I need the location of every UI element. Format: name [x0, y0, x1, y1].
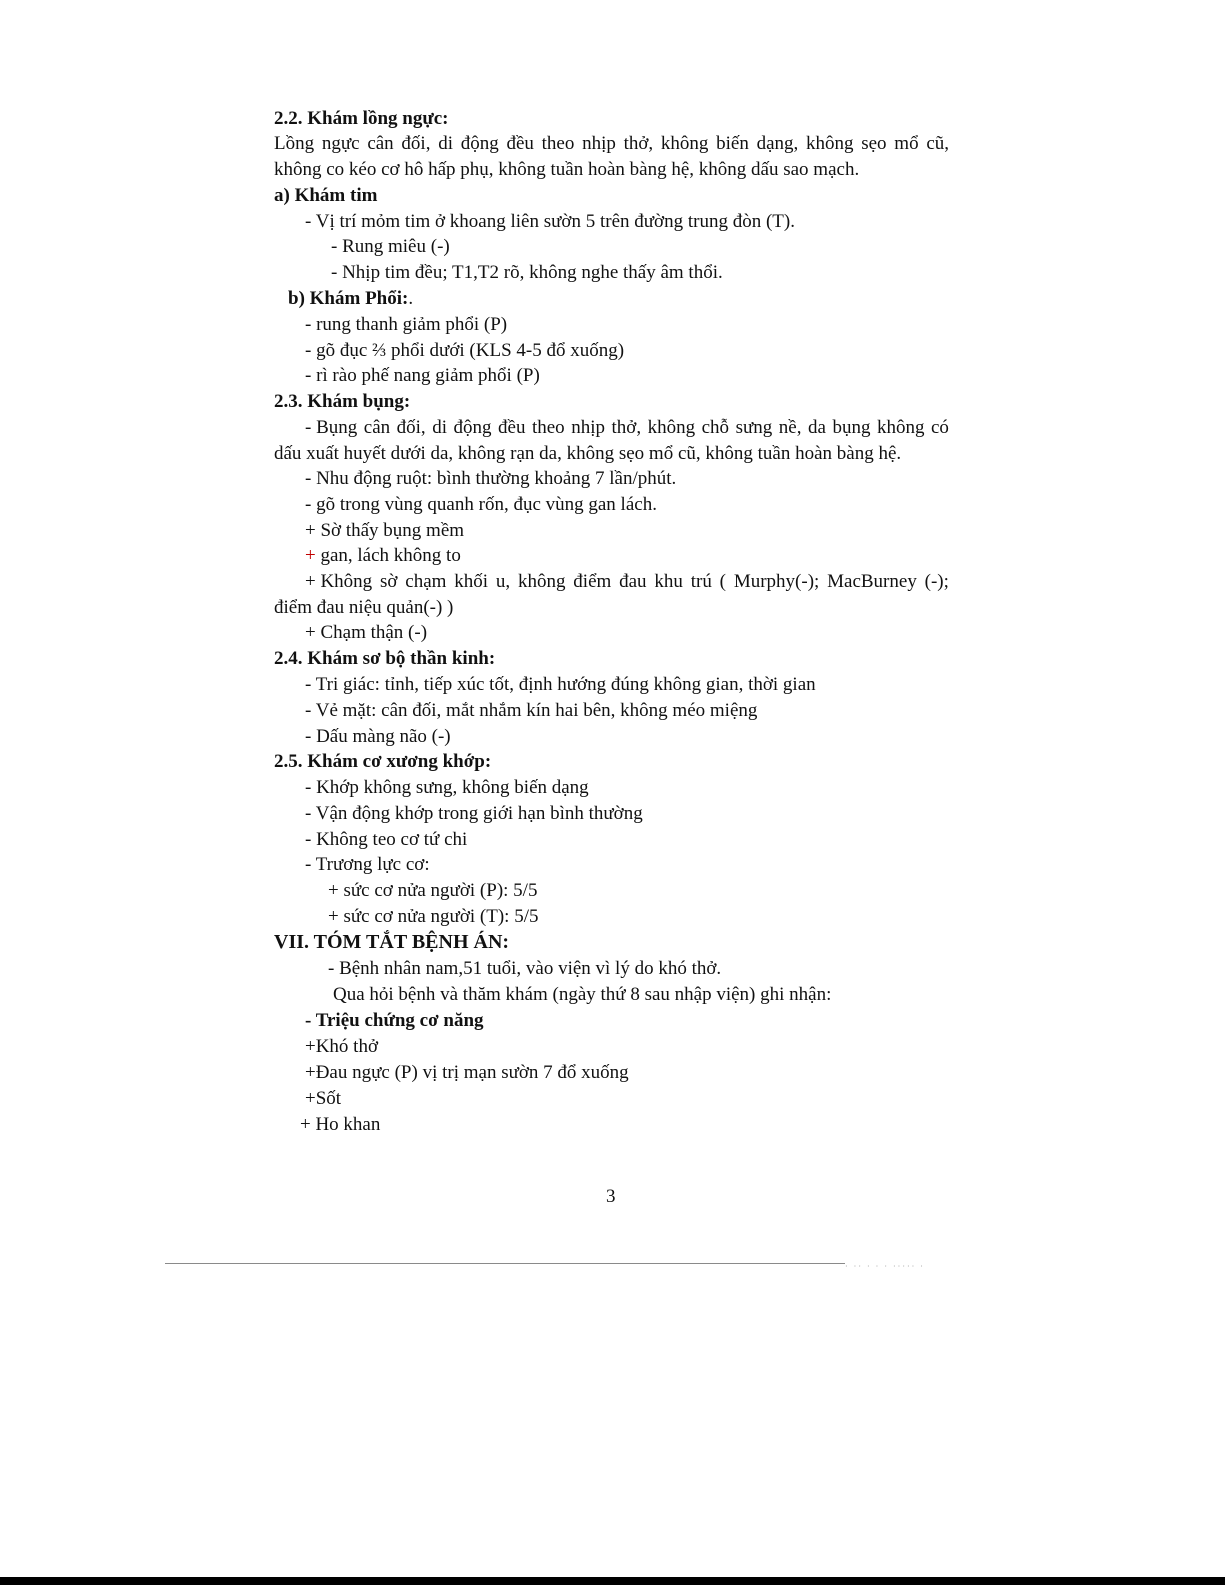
muscle-strength-item: + sức cơ nửa người (T): 5/5 — [328, 906, 539, 927]
abdomen-exam-item-text: gan, lách không to — [315, 545, 461, 566]
musculoskeletal-item: - Vận động khớp trong giới hạn bình thường — [305, 803, 643, 824]
lung-exam-item: - rung thanh giảm phổi (P) — [305, 314, 508, 335]
musculoskeletal-item: - Không teo cơ tứ chi — [305, 829, 468, 850]
heart-exam-item: - Rung miêu (-) — [331, 236, 450, 257]
paragraph-word: thở, — [623, 133, 654, 154]
paragraph-word: theo — [531, 417, 565, 438]
paragraph-word: cân — [363, 417, 391, 438]
paragraph-word: không — [806, 133, 854, 154]
paragraph-word: có — [930, 417, 949, 438]
abdomen-exam-item-line2: điểm đau niệu quản(-) ) — [274, 597, 454, 618]
symptom-item: +Khó thở — [305, 1036, 379, 1057]
section-2-3-paragraph-line1 — [305, 415, 949, 440]
paragraph-word: dạng, — [756, 133, 799, 154]
paragraph-word: + Không — [305, 571, 373, 592]
functional-symptoms-heading: - Triệu chứng cơ năng — [305, 1010, 484, 1031]
paragraph-word: nhịp — [571, 417, 605, 438]
paragraph-word: di — [438, 133, 453, 154]
paragraph-word: điểm — [573, 571, 612, 592]
paragraph-word: di — [432, 417, 447, 438]
paragraph-word: Lồng — [274, 133, 315, 154]
paragraph-word: không — [647, 417, 696, 438]
paragraph-word: sẹo — [861, 133, 887, 154]
section-2-4-heading: 2.4. Khám sơ bộ thần kinh: — [274, 648, 496, 669]
paragraph-word: mổ — [894, 133, 919, 154]
abdomen-exam-item: - Nhu động ruột: bình thường khoảng 7 lần/phút. — [305, 468, 677, 489]
paragraph-word: nề, — [778, 417, 802, 438]
paragraph-word: u, — [495, 571, 511, 592]
paragraph-word: khối — [454, 571, 489, 592]
symptom-item: +Sốt — [305, 1088, 342, 1109]
paragraph-word: không — [876, 417, 925, 438]
heart-exam-item: - Vị trí mỏm tim ở khoang liên sườn 5 trên đường trung đòn (T). — [305, 211, 795, 232]
paragraph-word: - Bụng — [305, 417, 358, 438]
lung-exam-heading — [288, 286, 413, 311]
lung-exam-item: - gõ đục ⅔ phổi dưới (KLS 4-5 đổ xuống) — [305, 340, 625, 361]
paragraph-word: (-); — [924, 571, 949, 592]
heart-exam-heading: a) Khám tim — [274, 185, 378, 206]
paragraph-word: đều — [498, 417, 526, 438]
section-2-2-heading: 2.2. Khám lồng ngực: — [274, 108, 449, 129]
abdomen-exam-item: - gõ trong vùng quanh rốn, đục vùng gan lách. — [305, 494, 657, 515]
paragraph-word: đau — [619, 571, 647, 592]
paragraph-word: không — [660, 133, 709, 154]
paragraph-word: trú — [690, 571, 712, 592]
abdomen-exam-item: + Chạm thận (-) — [305, 622, 428, 643]
paragraph-word: động — [453, 417, 492, 438]
paragraph-word: đều — [506, 133, 534, 154]
paragraph-word: theo — [541, 133, 575, 154]
summary-line: Qua hỏi bệnh và thăm khám (ngày thứ 8 sau nhập viện) ghi nhận: — [333, 984, 832, 1005]
paragraph-word: nhịp — [582, 133, 616, 154]
paragraph-word: bụng — [832, 417, 871, 438]
section-2-2-paragraph-line2: không co kéo cơ hô hấp phụ, không tuần hoàn bàng hệ, không dấu sao mạch. — [274, 159, 860, 180]
lung-exam-item: - rì rào phế nang giảm phổi (P) — [305, 365, 540, 386]
paragraph-word: chạm — [405, 571, 447, 592]
paragraph-word: không — [517, 571, 566, 592]
page-divider-tail: · ·· · · · ····· · — [845, 1262, 925, 1271]
abdomen-exam-item — [305, 543, 461, 568]
abdomen-exam-item-line1 — [305, 569, 949, 594]
section-2-5-heading: 2.5. Khám cơ xương khớp: — [274, 751, 492, 772]
summary-line: - Bệnh nhân nam,51 tuổi, vào viện vì lý do khó thở. — [328, 958, 722, 979]
heart-exam-item: - Nhịp tim đều; T1,T2 rõ, không nghe thấy âm thổi. — [331, 262, 723, 283]
symptom-item: + Ho khan — [300, 1114, 381, 1135]
paragraph-word: chỗ — [701, 417, 730, 438]
paragraph-word: Murphy(-); — [733, 571, 820, 592]
paragraph-word: da — [807, 417, 826, 438]
lung-exam-heading-text: b) Khám Phổi: — [288, 288, 409, 309]
bottom-edge-bar — [0, 1577, 1225, 1585]
abdomen-exam-item: + Sờ thấy bụng mềm — [305, 520, 465, 541]
paragraph-word: đối, — [396, 417, 426, 438]
section-2-3-heading: 2.3. Khám bụng: — [274, 391, 411, 412]
paragraph-word: động — [460, 133, 499, 154]
paragraph-word: biến — [716, 133, 749, 154]
paragraph-word: ngực — [321, 133, 360, 154]
paragraph-word: MacBurney — [827, 571, 917, 592]
neuro-exam-item: - Tri giác: tỉnh, tiếp xúc tốt, định hướng đúng không gian, thời gian — [305, 674, 816, 695]
paragraph-word: thở, — [611, 417, 642, 438]
section-2-2-paragraph-line1 — [274, 131, 949, 156]
neuro-exam-item: - Dấu màng não (-) — [305, 726, 451, 747]
paragraph-word: khu — [654, 571, 683, 592]
paragraph-word: sờ — [380, 571, 398, 592]
symptom-item: +Đau ngực (P) vị trị mạn sườn 7 đổ xuống — [305, 1062, 629, 1083]
paragraph-word: cũ, — [926, 133, 949, 154]
paragraph-word: đối, — [401, 133, 431, 154]
musculoskeletal-item: - Trương lực cơ: — [305, 854, 430, 875]
muscle-strength-item: + sức cơ nửa người (P): 5/5 — [328, 880, 538, 901]
page-divider — [165, 1263, 845, 1264]
page-number: 3 — [606, 1186, 616, 1207]
neuro-exam-item: - Vẻ mặt: cân đối, mắt nhắm kín hai bên, không méo miệng — [305, 700, 758, 721]
paragraph-word: cân — [367, 133, 394, 154]
lung-exam-heading-dot: . — [408, 288, 414, 309]
section-vii-heading: VII. TÓM TẮT BỆNH ÁN: — [274, 931, 510, 953]
paragraph-word: sưng — [735, 417, 773, 438]
paragraph-word: ( — [719, 571, 726, 592]
musculoskeletal-item: - Khớp không sưng, không biến dạng — [305, 777, 589, 798]
section-2-3-paragraph-line2: dấu xuất huyết dưới da, không rạn da, không sẹo mổ cũ, không tuần hoàn bàng hệ. — [274, 443, 902, 464]
red-plus-marker: + — [305, 545, 316, 566]
